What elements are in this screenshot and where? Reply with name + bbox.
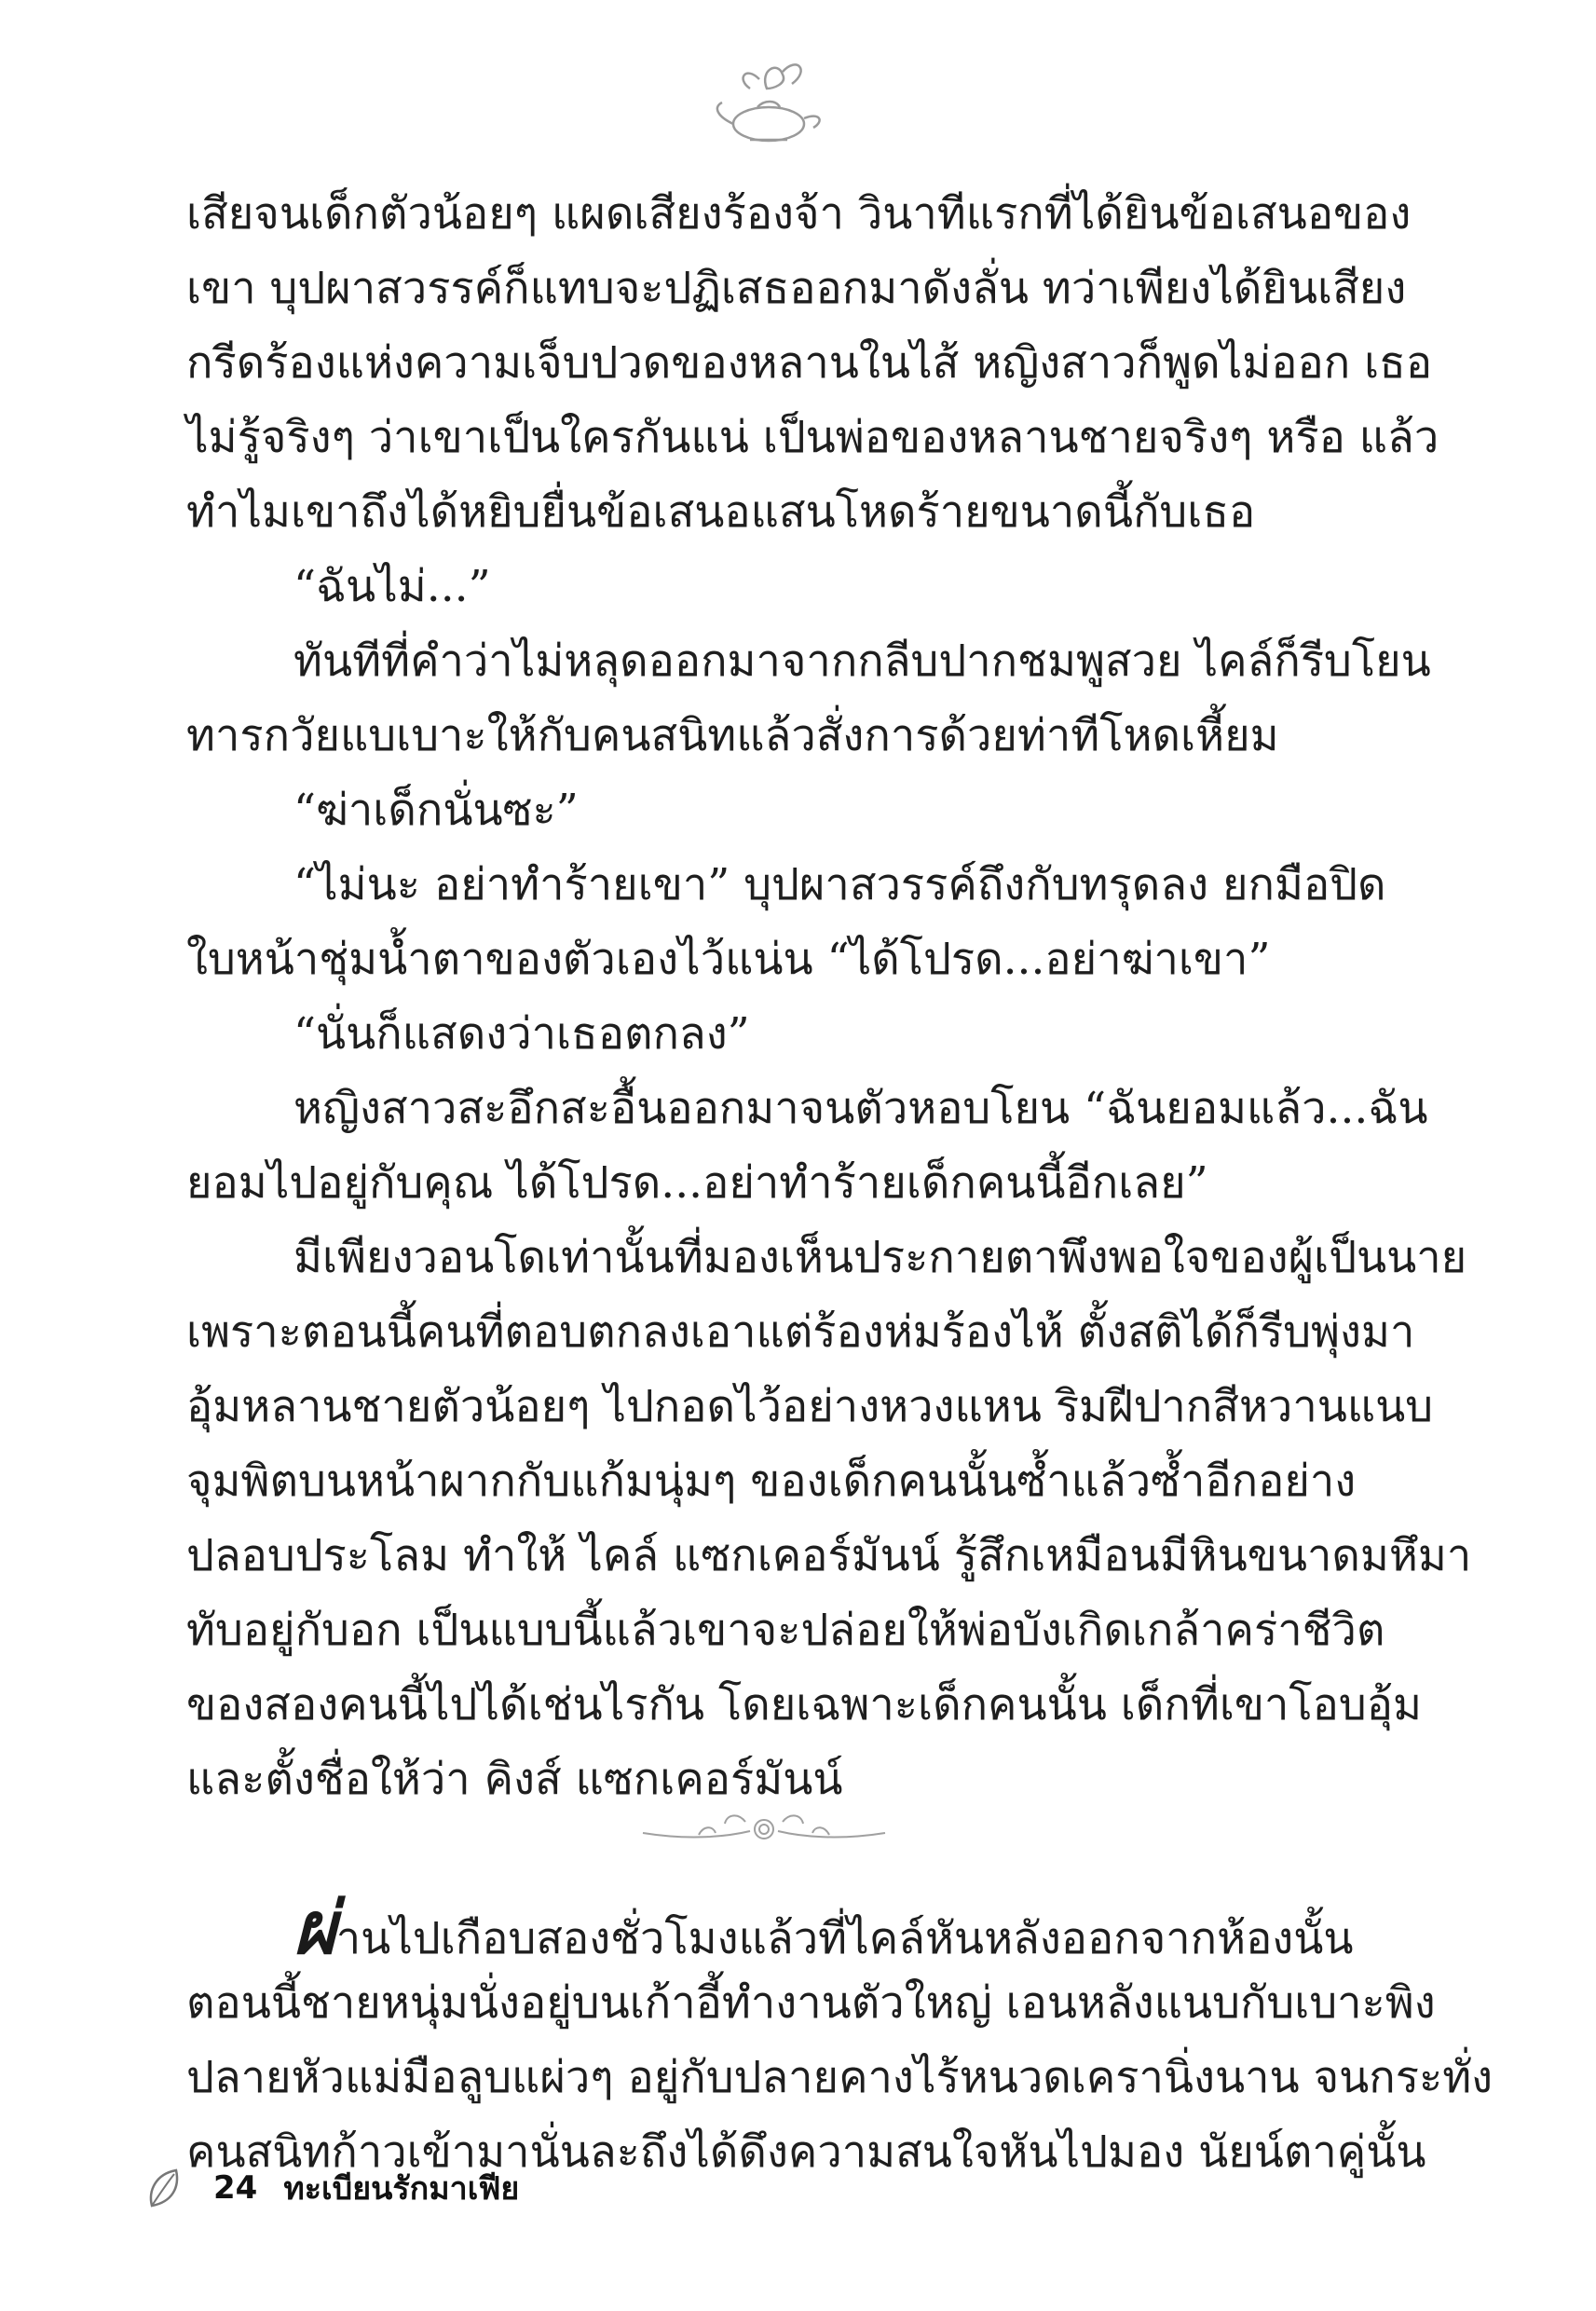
text-line: “นั่นก็แสดงว่าเธอตกลง”: [293, 1008, 750, 1060]
section-two-text: [186, 1886, 1494, 2190]
text-line: และตั้งชื่อให้ว่า คิงส์ แซกเคอร์มันน์: [186, 1754, 843, 1805]
teapot-fairy-ornament-icon: [694, 51, 843, 163]
text-line: กรีดร้องแห่งความเจ็บปวดของหลานในไส้ หญิงสาวก็พูดไม่ออก เธอ: [186, 337, 1433, 389]
text-line: มีเพียงวอนโดเท่านั้นที่มองเห็นประกายตาพึงพอใจของผู้เป็นนาย: [293, 1232, 1467, 1283]
text-line: “ฉันไม่...”: [293, 561, 491, 612]
page-footer: [144, 2160, 519, 2216]
leaf-icon: [144, 2165, 185, 2211]
text-line: ของสองคนนี้ไปได้เช่นไรกัน โดยเฉพาะเด็กคนนั้น เด็กที่เขาโอบอุ้ม: [186, 1679, 1422, 1730]
text-line: ปลอบประโลม ทำให้ ไคล์ แซกเคอร์มันน์ รู้สึกเหมือนมีหินขนาดมหึมา: [186, 1530, 1472, 1581]
text-line: เพราะตอนนี้คนที่ตอบตกลงเอาแต่ร้องห่มร้องไห้ ตั้งสติได้ก็รีบพุ่งมา: [186, 1306, 1415, 1358]
text-line: ทันทีที่คำว่าไม่หลุดออกมาจากกลีบปากชมพูสวย ไคล์ก็รีบโยน: [293, 636, 1431, 687]
text-line: “ไม่นะ อย่าทำร้ายเขา” บุปผาสวรรค์ถึงกับทรุดลง ยกมือปิด: [293, 859, 1386, 910]
text-line: ยอมไปอยู่กับคุณ ได้โปรด...อย่าทำร้ายเด็กคนนี้อีกเลย”: [186, 1157, 1208, 1209]
book-title: ทะเบียนรักมาเฟีย: [283, 2170, 520, 2208]
text-line: ทำไมเขาถึงได้หยิบยื่นข้อเสนอแสนโหดร้ายขนาดนี้กับเธอ: [186, 486, 1256, 538]
text-line: “ฆ่าเด็กนั่นซะ”: [293, 785, 579, 836]
text-line: อุ้มหลานชายตัวน้อยๆ ไปกอดไว้อย่างหวงแหน ริมฝีปากสีหวานแนบ: [186, 1381, 1434, 1432]
first-line-text: านไปเกือบสองชั่วโมงแล้วที่ไคล์หันหลังออกจากห้องนั้น: [335, 1913, 1354, 1964]
body-text: [186, 177, 1472, 1817]
text-line: ไม่รู้จริงๆ ว่าเขาเป็นใครกันแน่ เป็นพ่อของหลานชายจริงๆ หรือ แล้ว: [186, 412, 1439, 463]
text-line: ปลายหัวแม่มือลูบแผ่วๆ อยู่กับปลายคางไร้หนวดเครานิ่งนาน จนกระทั่ง: [186, 2052, 1494, 2103]
first-line: [186, 1886, 1354, 1971]
text-line: จุมพิตบนหน้าผากกับแก้มนุ่มๆ ของเด็กคนนั้นซ้ำแล้วซ้ำอีกอย่าง: [186, 1456, 1357, 1507]
text-line: ทารกวัยแบเบาะให้กับคนสนิทแล้วสั่งการด้วยท่าทีโหดเหี้ยม: [186, 710, 1279, 761]
text-line: ใบหน้าชุ่มน้ำตาของตัวเองไว้แน่น “ได้โปรด...อย่าฆ่าเขา”: [186, 934, 1271, 985]
floral-divider-icon: [634, 1803, 894, 1850]
text-line: ทับอยู่กับอก เป็นแบบนี้แล้วเขาจะปล่อยให้พ่อบังเกิดเกล้าคร่าชีวิต: [186, 1605, 1385, 1656]
page-number: 24: [213, 2169, 258, 2207]
drop-cap: ผ่: [293, 1886, 336, 1971]
text-line: คนสนิทก้าวเข้ามานั่นละถึงได้ดึงความสนใจหันไปมอง นัยน์ตาคู่นั้น: [186, 2126, 1426, 2178]
text-line: ตอนนี้ชายหนุ่มนั่งอยู่บนเก้าอี้ทำงานตัวใหญ่ เอนหลังแนบกับเบาะพิง: [186, 1977, 1436, 2029]
text-line: เสียจนเด็กตัวน้อยๆ แผดเสียงร้องจ้า วินาทีแรกที่ได้ยินข้อเสนอของ: [186, 188, 1412, 239]
text-line: เขา บุปผาสวรรค์ก็แทบจะปฏิเสธออกมาดังลั่น ทว่าเพียงได้ยินเสียง: [186, 263, 1407, 314]
text-line: หญิงสาวสะอึกสะอื้นออกมาจนตัวหอบโยน “ฉันยอมแล้ว...ฉัน: [293, 1083, 1428, 1134]
